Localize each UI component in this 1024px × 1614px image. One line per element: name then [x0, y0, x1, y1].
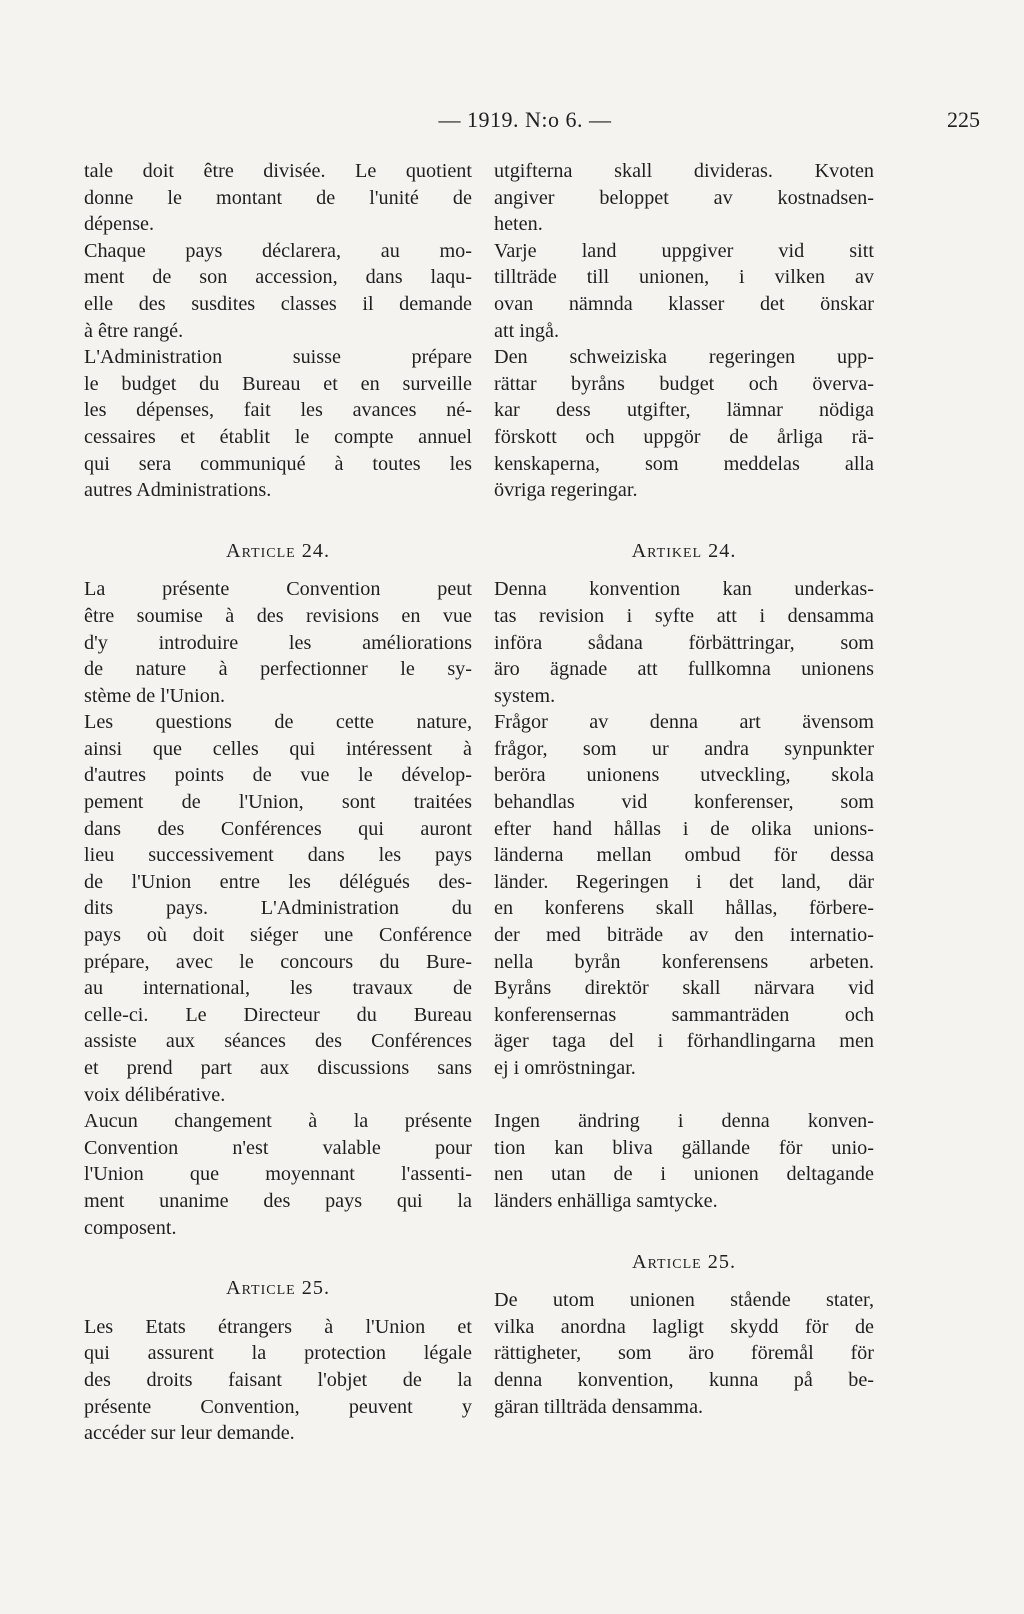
fr-paragraph	[84, 1314, 472, 1447]
fr-paragraph	[84, 344, 472, 504]
text-line: äger taga del i förhandlingarna men	[494, 1030, 874, 1053]
text-line: dits pays. L'Administration du	[84, 897, 472, 920]
text-line: frågor, som ur andra synpunkter	[494, 737, 874, 760]
text-line: assiste aux séances des Conférences	[84, 1030, 472, 1053]
text-line: kenskaperna, som meddelas alla	[494, 452, 874, 475]
text-line: att ingå.	[494, 319, 560, 342]
text-line: de nature à perfectionner le sy-	[84, 658, 472, 681]
fr-article-25-heading: Article 25.	[225, 1277, 330, 1300]
text-line: ovan nämnda klasser det önskar	[494, 292, 874, 315]
sv-article-24-heading: Artikel 24.	[631, 539, 737, 562]
text-line: angiver beloppet av kostnadsen-	[494, 186, 874, 209]
text-line: efter hand hållas i de olika unions-	[494, 817, 874, 840]
text-line: införa sådana förbättringar, som	[494, 631, 874, 654]
text-line: qui assurent la protection légale	[84, 1342, 472, 1365]
text-line: der med biträde av den internatio-	[494, 924, 874, 947]
text-line: ainsi que celles qui intéressent à	[84, 737, 472, 760]
text-line: äro ägnade att fullkomna unionens	[494, 658, 874, 681]
text-line: ment de son accession, dans laqu-	[84, 266, 472, 289]
spacer	[84, 1302, 472, 1314]
sv-paragraph	[494, 1287, 874, 1420]
text-line: länderna mellan ombud för dessa	[494, 844, 874, 867]
sv-article-25-heading: Article 25.	[631, 1250, 736, 1273]
text-line: länder. Regeringen i det land, där	[494, 870, 874, 893]
fr-paragraph	[84, 576, 472, 709]
text-line: autres Administrations.	[84, 479, 272, 502]
text-line: des droits faisant l'objet de la	[84, 1368, 472, 1391]
text-line: denna konvention, kunna på be-	[494, 1368, 874, 1391]
text-line: Denna konvention kan underkas-	[494, 578, 874, 601]
text-line: Les Etats étrangers à l'Union et	[84, 1315, 472, 1338]
text-line: Varje land uppgiver vid sitt	[494, 239, 874, 262]
fr-paragraph	[84, 1108, 472, 1241]
text-line: lieu successivement dans les pays	[84, 844, 472, 867]
spacer	[84, 564, 472, 576]
text-line: dépense.	[84, 213, 155, 236]
text-line: La présente Convention peut	[84, 578, 472, 601]
text-line: de l'Union entre les délégués des-	[84, 870, 472, 893]
text-line: heten.	[494, 213, 543, 236]
text-line: stème de l'Union.	[84, 684, 225, 707]
running-title: — 1919. N:o 6. —	[438, 107, 612, 132]
text-line: rättar byråns budget och överva-	[494, 372, 874, 395]
text-line: d'y introduire les améliorations	[84, 631, 472, 654]
text-line: le budget du Bureau et en surveille	[84, 372, 472, 395]
text-line: dans des Conférences qui auront	[84, 817, 472, 840]
sv-paragraph	[494, 1108, 874, 1214]
text-line: nen utan de i unionen deltagande	[494, 1163, 874, 1186]
text-line: länders enhälliga samtycke.	[494, 1189, 718, 1212]
text-line: ej i omröstningar.	[494, 1057, 636, 1079]
sv-paragraph	[494, 344, 874, 504]
swedish-column	[494, 158, 874, 1420]
text-line: gäran tillträda densamma.	[494, 1395, 704, 1418]
spacer	[494, 564, 874, 576]
text-line: kar dess utgifter, lämnar nödiga	[494, 399, 874, 422]
text-line: elle des susdites classes il demande	[84, 292, 472, 315]
text-line: förskott och uppgör de årliga rä-	[494, 425, 874, 448]
text-line: L'Administration suisse prépare	[84, 346, 472, 369]
text-line: présente Convention, peuvent y	[84, 1395, 472, 1418]
text-line: Les questions de cette nature,	[84, 711, 472, 734]
text-line: pays où doit siéger une Conférence	[84, 924, 472, 947]
text-line: Den schweiziska regeringen upp-	[494, 346, 874, 369]
text-line: d'autres points de vue le dévelop-	[84, 764, 472, 787]
text-line: övriga regeringar.	[494, 479, 638, 502]
text-line: beröra unionens utveckling, skola	[494, 764, 874, 787]
text-line: celle-ci. Le Directeur du Bureau	[84, 1003, 472, 1026]
sv-paragraph	[494, 158, 874, 238]
text-line: konferensernas sammanträden och	[494, 1003, 874, 1026]
text-line: Frågor av denna art ävensom	[494, 711, 874, 734]
fr-paragraph	[84, 709, 472, 1108]
fr-article-24-heading: Article 24.	[225, 539, 330, 562]
text-line: system.	[494, 684, 556, 707]
page-header	[0, 107, 1024, 137]
text-line: tillträde till unionen, i vilken av	[494, 266, 874, 289]
page-number: 225	[947, 107, 980, 132]
spacer	[494, 1082, 874, 1109]
text-line: tale doit être divisée. Le quotient	[84, 160, 472, 182]
sv-paragraph	[494, 709, 874, 1081]
spacer	[494, 1215, 874, 1249]
text-line: composent.	[84, 1216, 177, 1239]
sv-paragraph	[494, 576, 874, 709]
text-line: tas revision i syfte att i densamma	[494, 604, 874, 627]
french-column	[84, 158, 472, 1447]
spacer	[494, 1275, 874, 1287]
spacer	[84, 1241, 472, 1275]
text-line: accéder sur leur demande.	[84, 1422, 295, 1445]
text-line: Ingen ändring i denna konven-	[494, 1110, 874, 1133]
text-line: et prend part aux discussions sans	[84, 1057, 472, 1079]
fr-paragraph	[84, 238, 472, 344]
spacer	[494, 504, 874, 538]
text-line: au international, les travaux de	[84, 977, 472, 1000]
text-line: utgifterna skall divideras. Kvoten	[494, 160, 874, 182]
spacer	[84, 504, 472, 538]
text-line: nella byrån konferensens arbeten.	[494, 950, 874, 973]
text-line: en konferens skall hållas, förbere-	[494, 897, 874, 920]
text-line: être soumise à des revisions en vue	[84, 604, 472, 627]
text-line: rättigheter, som äro föremål för	[494, 1342, 874, 1365]
text-line: cessaires et établit le compte annuel	[84, 425, 472, 448]
text-line: tion kan bliva gällande för unio-	[494, 1136, 874, 1159]
text-line: Convention n'est valable pour	[84, 1136, 472, 1159]
text-line: à être rangé.	[84, 319, 184, 342]
text-line: behandlas vid konferenser, som	[494, 791, 874, 814]
text-line: les dépenses, fait les avances né-	[84, 399, 472, 422]
text-line: vilka anordna lagligt skydd för de	[494, 1315, 874, 1338]
text-line: Byråns direktör skall närvara vid	[494, 977, 874, 1000]
text-line: prépare, avec le concours du Bure-	[84, 950, 472, 973]
text-line: donne le montant de l'unité de	[84, 186, 472, 209]
text-line: pement de l'Union, sont traitées	[84, 791, 472, 814]
text-line: De utom unionen stående stater,	[494, 1289, 874, 1312]
text-line: qui sera communiqué à toutes les	[84, 452, 472, 475]
text-line: voix délibérative.	[84, 1083, 226, 1106]
text-line: Aucun changement à la présente	[84, 1110, 472, 1133]
text-line: ment unanime des pays qui la	[84, 1189, 472, 1212]
fr-paragraph	[84, 158, 472, 238]
text-line: Chaque pays déclarera, au mo-	[84, 239, 472, 262]
sv-paragraph	[494, 238, 874, 344]
text-line: l'Union que moyennant l'assenti-	[84, 1163, 472, 1186]
